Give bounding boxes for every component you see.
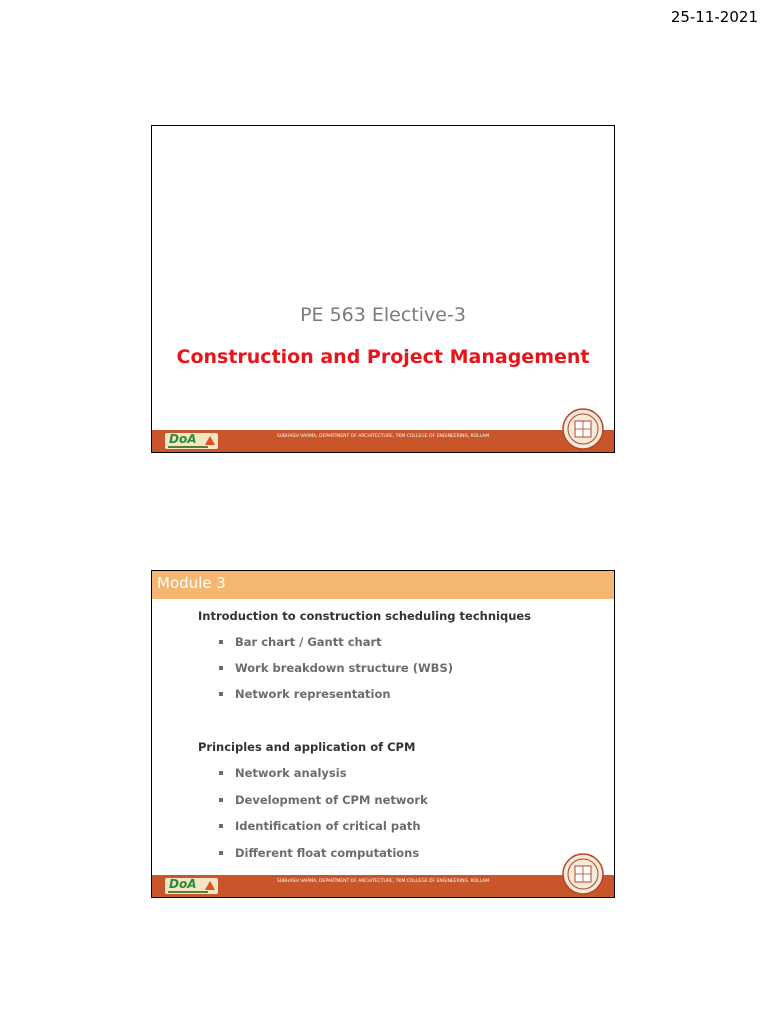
bullet-icon bbox=[219, 692, 223, 696]
doa-logo-mark-icon bbox=[205, 881, 215, 890]
slide-footer bbox=[152, 875, 614, 897]
doa-logo-underline bbox=[168, 891, 208, 893]
course-title: Construction and Project Management bbox=[176, 346, 590, 368]
list-item: Development of CPM network bbox=[235, 793, 428, 807]
doa-logo-text: DoA bbox=[169, 432, 197, 446]
doa-logo-mark-icon bbox=[205, 436, 215, 445]
section-heading-scheduling: Introduction to construction scheduling techniques bbox=[198, 609, 532, 623]
doa-logo-underline bbox=[168, 446, 208, 448]
footer-credit: SUBHASH VARMA, DEPARTMENT OF ARCHITECTURE, TKM COLLEGE OF ENGINEERING, KOLLAM bbox=[276, 879, 490, 884]
college-seal-icon bbox=[562, 853, 604, 895]
module-slide bbox=[151, 570, 615, 898]
college-seal-icon bbox=[562, 408, 604, 450]
doa-logo-text: DoA bbox=[169, 877, 197, 891]
page-date: 25-11-2021 bbox=[670, 8, 758, 26]
module-title: Module 3 bbox=[157, 574, 226, 592]
doa-logo bbox=[165, 433, 218, 449]
bullet-icon bbox=[219, 640, 223, 644]
list-item: Network representation bbox=[235, 687, 391, 701]
footer-credit: SUBHASH VARMA, DEPARTMENT OF ARCHITECTURE, TKM COLLEGE OF ENGINEERING, KOLLAM bbox=[276, 434, 490, 439]
course-code: PE 563 Elective-3 bbox=[300, 304, 466, 326]
list-item: Work breakdown structure (WBS) bbox=[235, 661, 453, 675]
list-item: Identification of critical path bbox=[235, 819, 421, 833]
bullet-icon bbox=[219, 666, 223, 670]
section-heading-cpm: Principles and application of CPM bbox=[198, 740, 416, 754]
slide-footer bbox=[152, 430, 614, 452]
list-item: Different float computations bbox=[235, 846, 419, 860]
bullet-icon bbox=[219, 798, 223, 802]
bullet-icon bbox=[219, 851, 223, 855]
bullet-icon bbox=[219, 771, 223, 775]
module-header bbox=[152, 571, 614, 599]
bullet-icon bbox=[219, 824, 223, 828]
title-slide bbox=[151, 125, 615, 453]
list-item: Bar chart / Gantt chart bbox=[235, 635, 382, 649]
list-item: Network analysis bbox=[235, 766, 347, 780]
doa-logo bbox=[165, 878, 218, 894]
